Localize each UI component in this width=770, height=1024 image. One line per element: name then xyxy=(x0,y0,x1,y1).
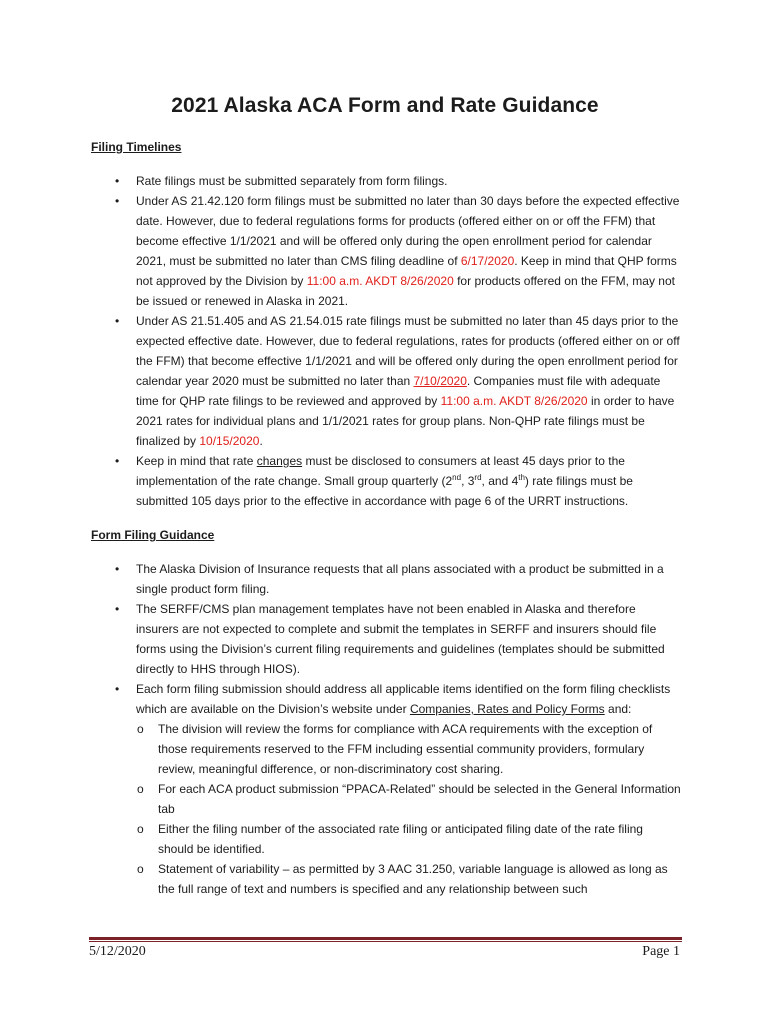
list-item xyxy=(91,559,681,599)
sub-bullet-icon: o xyxy=(137,822,144,836)
sub-bullet-icon: o xyxy=(137,722,144,736)
deadline-date: 11:00 a.m. AKDT 8/26/2020 xyxy=(306,274,454,288)
document-title: 2021 Alaska ACA Form and Rate Guidance xyxy=(171,94,599,117)
sub-list-item xyxy=(136,779,681,819)
ordinal-suffix: nd xyxy=(452,473,462,482)
list-item-text: . xyxy=(259,434,263,448)
list-item xyxy=(91,171,681,191)
section-heading-form-filing-guidance: Form Filing Guidance xyxy=(91,528,215,542)
list-item-text: The Alaska Division of Insurance requests that all plans associated with a product be submitted in a single product form filing. xyxy=(136,562,664,596)
list-item-text: Under AS 21.42.120 form filings must be submitted no later than 30 days before the expected effective date. However, due to federal regulations forms for products (offered either on or off the FFM) that become effective 1/1/2021 and will be offered only during the open enrollment period for calendar 2021, must be submitted no later than CMS filing deadline of xyxy=(136,194,680,268)
section-heading-filing-timelines: Filing Timelines xyxy=(91,140,182,154)
list-item xyxy=(91,599,681,679)
list-item xyxy=(91,191,681,311)
sub-bullet-icon: o xyxy=(137,782,144,796)
form-filing-list xyxy=(91,559,681,899)
bullet-icon: • xyxy=(115,562,120,576)
list-item-text: Keep in mind that rate xyxy=(136,454,257,468)
list-item-text: . Keep in mind that QHP forms not approved by the Division by xyxy=(136,254,677,288)
list-item-text: . Companies must file with adequate time for QHP rate filings to be reviewed and approved by xyxy=(136,374,661,408)
companies-rates-forms-link[interactable]: Companies, Rates and Policy Forms xyxy=(409,702,605,716)
list-item-text: in order to have 2021 rates for individual plans and 1/1/2021 rates for group plans. Non-QHP rate filings must be finalized by xyxy=(136,394,675,448)
list-item-text: and: xyxy=(604,702,632,716)
bullet-icon: • xyxy=(115,454,120,468)
sub-list-item-text: The division will review the forms for compliance with ACA requirements with the exception of those requirements reserved to the FFM including essential community providers, formulary review, meaningful difference, or non-discriminatory cost sharing. xyxy=(158,722,653,776)
list-item-text: must be disclosed to consumers at least 45 days prior to the implementation of the rate change. Small group quarterly (2 xyxy=(136,454,625,488)
ordinal-suffix: th xyxy=(518,473,525,482)
checklist-sublist xyxy=(136,719,681,899)
deadline-date: 7/10/2020 xyxy=(413,374,467,388)
list-item-text: The SERFF/CMS plan management templates have not been enabled in Alaska and therefore insurers are not expected to complete and submit the templates in SERFF and insurers should file forms using the Division’s current filing requirements and guidelines (templates should be submitted directly to HHS through HIOS). xyxy=(136,602,665,676)
sub-bullet-icon: o xyxy=(137,862,144,876)
list-item-text: Rate filings must be submitted separately from form filings. xyxy=(136,174,448,188)
bullet-icon: • xyxy=(115,174,120,188)
sub-list-item xyxy=(136,719,681,779)
footer-page-number: Page 1 xyxy=(642,944,680,959)
bullet-icon: • xyxy=(115,682,120,696)
footer-date: 5/12/2020 xyxy=(89,944,146,959)
list-item xyxy=(91,311,681,451)
sub-list-item-text: Statement of variability – as permitted by 3 AAC 31.250, variable language is allowed as long as the full range of text and numbers is specified and any relationship between such xyxy=(158,862,668,896)
deadline-date: 11:00 a.m. AKDT 8/26/2020 xyxy=(440,394,588,408)
sub-list-item-text: For each ACA product submission “PPACA-Related” should be selected in the General Information tab xyxy=(158,782,681,816)
footer-rule-thick xyxy=(89,937,682,940)
deadline-date: 10/15/2020 xyxy=(199,434,260,448)
bullet-icon: • xyxy=(115,314,120,328)
list-item-text: for products offered on the FFM, may not be issued or renewed in Alaska in 2021. xyxy=(136,274,675,308)
bullet-icon: • xyxy=(115,602,120,616)
bullet-icon: • xyxy=(115,194,120,208)
ordinal-suffix: rd xyxy=(474,473,482,482)
emphasized-word: changes xyxy=(256,454,303,468)
list-item-text: Each form filing submission should address all applicable items identified on the form filing checklists which are available on the Division’s website under xyxy=(136,682,671,716)
list-item-text: , 3 xyxy=(461,474,475,488)
list-item xyxy=(91,679,681,899)
footer-rule-thin xyxy=(89,941,682,942)
deadline-date: 6/17/2020 xyxy=(460,254,515,268)
list-item-text: , and 4 xyxy=(481,474,519,488)
filing-timelines-list xyxy=(91,171,681,511)
list-item-text: Under AS 21.51.405 and AS 21.54.015 rate filings must be submitted no later than 45 days prior to the expected effective date. However, due to federal regulations, rates for products (offered either on or off the FFM) that become effective 1/1/2021 and will be offered only during the open enrollment period for calendar year 2020 must be submitted no later than xyxy=(136,314,680,388)
list-item xyxy=(91,451,681,511)
sub-list-item-text: Either the filing number of the associated rate filing or anticipated filing date of the rate filing should be identified. xyxy=(158,822,643,856)
sub-list-item xyxy=(136,819,681,859)
list-item-text: ) rate filings must be submitted 105 days prior to the effective in accordance with page 6 of the URRT instructions. xyxy=(136,474,633,508)
sub-list-item xyxy=(136,859,681,899)
